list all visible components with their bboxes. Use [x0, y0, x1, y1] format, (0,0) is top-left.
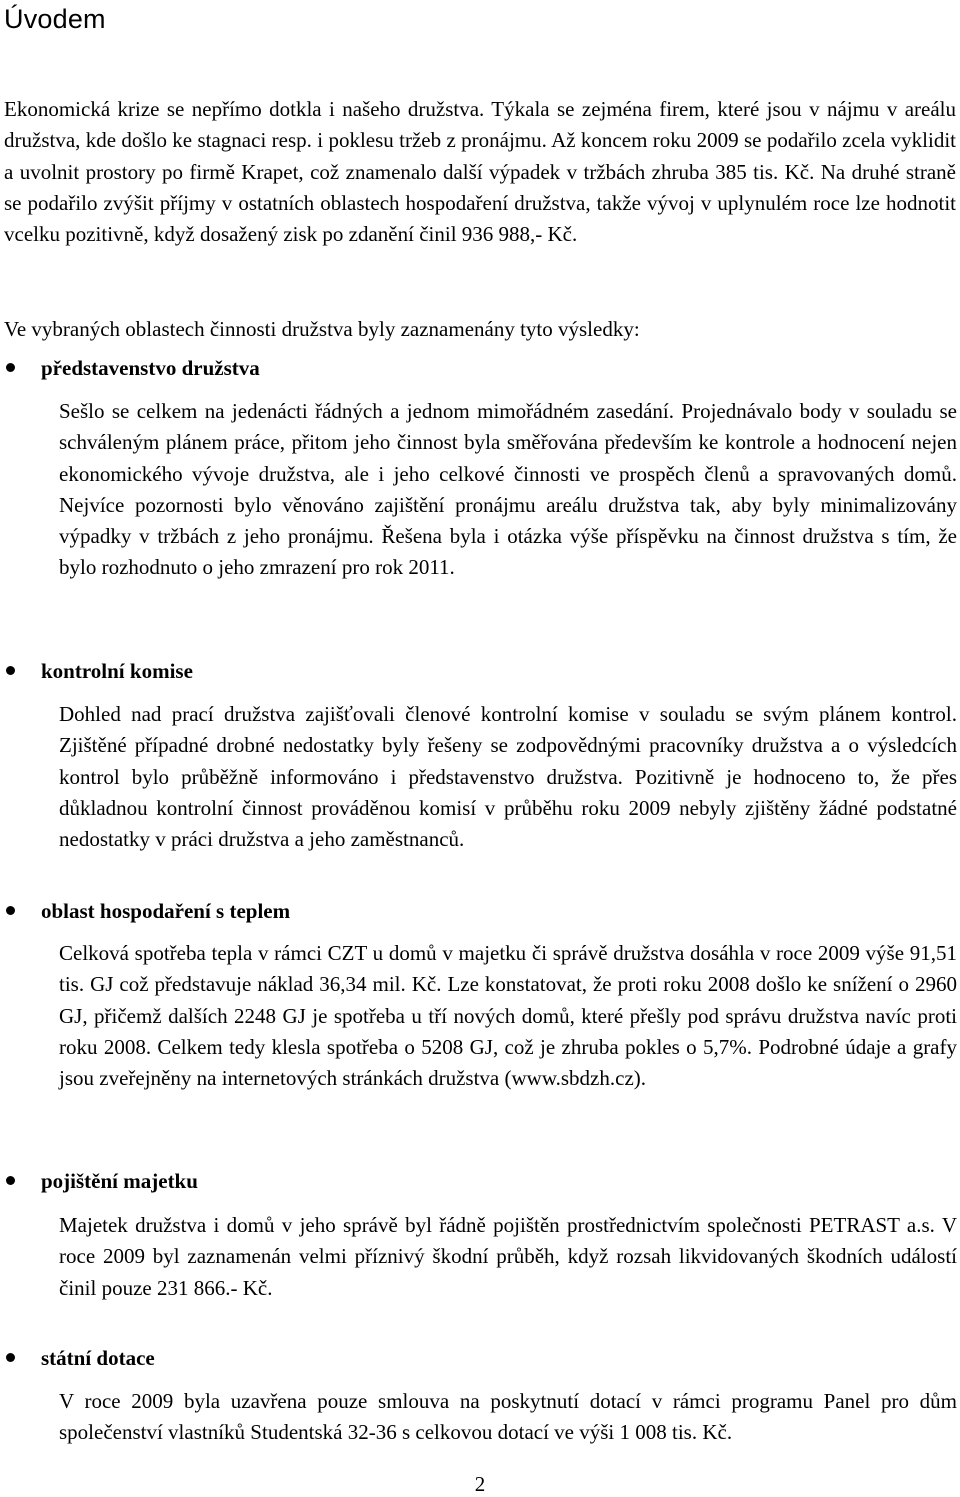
- bullet-icon: [6, 1176, 15, 1185]
- section-heading-audit-committee: [4, 657, 944, 687]
- section-body-heat-management: Celková spotřeba tepla v rámci CZT u domů v majetku či správě družstva dosáhla v roce 2009 výše 91,51 tis. GJ což představuje náklad 36,34 mil. Kč. Lze konstatovat, že proti roku 2008 došlo ke snížení o 2960 GJ, přičemž dalších 2248 GJ je spotřeba u tří nových domů, které přešly pod správu družstva navíc proti roku 2008. Celkem tedy klesla spotřeba o 5208 GJ, což je zhruba pokles o 5,7%. Podrobné údaje a grafy jsou zveřejněny na internetových stránkách družstva (www.sbdzh.cz).: [59, 941, 957, 1091]
- section-title-state-subsidy: státní dotace: [41, 1346, 155, 1370]
- section-heading-state-subsidy: [4, 1344, 944, 1374]
- section-title-heat-management: oblast hospodaření s teplem: [41, 899, 291, 923]
- intro-paragraph: Ekonomická krize se nepřímo dotkla i našeho družstva. Týkala se zejména firem, které jsou v nájmu v areálu družstva, kde došlo ke stagnaci resp. i poklesu tržeb z pronájmu. Až koncem roku 2009 se podařilo zcela vyklidit a uvolnit prostory po firmě Krapet, což znamenalo další výpadek v tržbách zhruba 385 tis. Kč. Na druhé straně se podařilo zvýšit příjmy v ostatních oblastech hospodaření družstva, takže vývoj v uplynulém roce lze hodnotit vcelku pozitivně, když dosažený zisk po zdanění činil 936 988,- Kč.: [4, 97, 956, 247]
- section-title-audit-committee: kontrolní komise: [41, 659, 193, 683]
- section-body-state-subsidy: V roce 2009 byla uzavřena pouze smlouva na poskytnutí dotací v rámci programu Panel pro dům společenství vlastníků Studentská 32-36 s celkovou dotací ve výši 1 008 tis. Kč.: [59, 1389, 957, 1445]
- bullet-icon: [6, 363, 15, 372]
- section-heading-property-insurance: [4, 1167, 944, 1197]
- section-title-board: představenstvo družstva: [41, 356, 260, 380]
- lead-paragraph: Ve vybraných oblastech činnosti družstva byly zaznamenány tyto výsledky:: [4, 317, 640, 341]
- section-body-board: Sešlo se celkem na jedenácti řádných a jednom mimořádném zasedání. Projednávalo body v souladu se schváleným plánem práce, přitom jeho činnost byla směřována především ke kontrole a hodnocení nejen ekonomického vývoje družstva, ale i jeho celkové činnosti ve prospěch členů a spravovaných domů. Nejvíce pozornosti bylo věnováno zajištění pronájmu areálu družstva tak, aby byly minimalizovány výpadky v tržbách z jeho pronájmu. Řešena byla i otázka výše příspěvku na činnost družstva s tím, že bylo rozhodnuto o jeho zmrazení pro rok 2011.: [59, 399, 957, 580]
- page-number: 2: [474, 1472, 486, 1496]
- section-title-property-insurance: pojištění majetku: [41, 1169, 198, 1193]
- section-body-audit-committee: Dohled nad prací družstva zajišťovali členové kontrolní komise v souladu se svým plánem kontrol. Zjištěné případné drobné nedostatky byly řešeny se zodpovědnými pracovníky družstva a o výsledcích kontrol bylo průběžně informováno i představenstvo družstva. Pozitivně je hodnoceno to, že přes důkladnou kontrolní činnost prováděnou komisí v průběhu roku 2009 nebyly zjištěny žádné podstatné nedostatky v práci družstva a jeho zaměstnanců.: [59, 702, 957, 852]
- bullet-icon: [6, 666, 15, 675]
- section-heading-heat-management: [4, 897, 944, 927]
- bullet-icon: [6, 1353, 15, 1362]
- page-heading: Úvodem: [4, 4, 106, 34]
- bullet-icon: [6, 906, 15, 915]
- section-heading-board: [4, 354, 944, 384]
- section-body-property-insurance: Majetek družstva i domů v jeho správě byl řádně pojištěn prostřednictvím společnosti PETRAST a.s. V roce 2009 byl zaznamenán velmi příznivý škodní průběh, když rozsah likvidovaných škodních událostí činil pouze 231 866.- Kč.: [59, 1213, 957, 1300]
